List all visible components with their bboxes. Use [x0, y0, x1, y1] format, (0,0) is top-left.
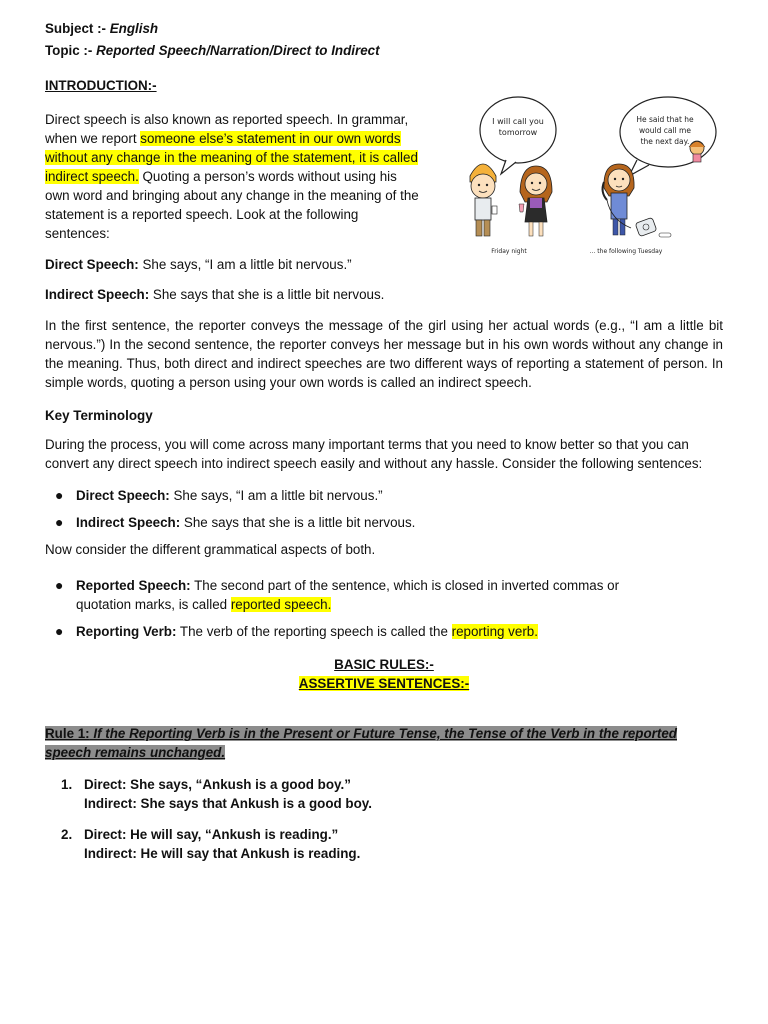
terminology-heading: Key Terminology [45, 408, 153, 423]
list-item: ● Indirect Speech: She says that she is a little bit nervous. [55, 514, 416, 530]
rule-1 [45, 724, 713, 762]
list-item: ● Reported Speech: The second part of the sentence, which is closed in inverted commas or quotation marks, is called reported speech. [55, 577, 620, 612]
reported-speech-illustration [461, 92, 723, 258]
grammatical-aspects-line: Now consider the different grammatical aspects of both. [45, 542, 376, 557]
basic-rules-heading: BASIC RULES:- [334, 657, 434, 672]
bullet-icon: ● [55, 577, 64, 593]
intro-paragraph-2: In the first sentence, the reporter conveys the message of the girl using her actual words (e.g., “I am a little bit nervous.”) In the second sentence, the reporter conveys her message but in his own words without any change in the meaning. Thus, both direct and indirect speeches are two different ways of reporting a statement of person. In simple words, quoting a person using your own words is called an indirect speech. [45, 318, 723, 390]
terminology-paragraph: During the process, you will come across many important terms that you need to know better so that you can convert any direct speech into indirect speech easily and without any hassle. Consider the following sentences: [45, 437, 703, 471]
intro-direct-example: Direct Speech: She says, “I am a little bit nervous.” [45, 257, 352, 272]
cartoon-svg [461, 92, 723, 258]
aspects-bullets [45, 576, 645, 641]
bullet-icon: ● [55, 623, 64, 639]
topic-line [45, 41, 380, 60]
bullet-icon: ● [55, 487, 64, 503]
intro-paragraph: Direct speech is also known as reported speech. In grammar, when we report someone else’s statement in our own words without any change in the meaning of the statement, it is called indirect speech. Quoting a person’s words without using his own word and bringing about any change in the meaning of the statement is a reported speech. Look at the following sentences: [45, 112, 419, 241]
caption-right: ... the following Tuesday [589, 248, 663, 255]
list-item: 2. Direct: He will say, “Ankush is reading.” Indirect: He will say that Ankush is reading. [61, 827, 361, 861]
subject-value: English [109, 21, 159, 36]
bubble-left-line-2: tomorrow [498, 128, 538, 137]
bubble-right-line-1: He said that he [636, 115, 694, 124]
telephone-icon [635, 217, 671, 237]
intro-heading: INTRODUCTION:- [45, 78, 157, 93]
speech-bubble-right [620, 97, 716, 176]
list-item: ● Reporting Verb: The verb of the reporting speech is called the reporting verb. [55, 623, 538, 639]
terminology-bullets [45, 486, 723, 532]
speech-bubble-left [480, 97, 556, 174]
rule-1-text: If the Reporting Verb is in the Present or Future Tense, the Tense of the Verb in the reported speech remains unchanged. [45, 726, 677, 760]
list-item: ● Direct Speech: She says, “I am a little bit nervous.” [55, 487, 383, 503]
bubble-right-line-3: the next day. [640, 137, 690, 146]
subject-label: Subject :- [45, 21, 110, 36]
subject-line [45, 19, 158, 38]
topic-label: Topic :- [45, 43, 97, 58]
boy-figure-left [470, 164, 497, 236]
rule-1-examples [45, 775, 723, 863]
girl-figure-left [519, 166, 552, 236]
intro-indirect-example: Indirect Speech: She says that she is a little bit nervous. [45, 287, 385, 302]
bubble-left-line-1: I will call you [492, 117, 544, 126]
rule-1-label: Rule 1: [45, 726, 90, 741]
topic-value: Reported Speech/Narration/Direct to Indirect [96, 43, 380, 58]
intro-highlight: someone else’s statement in our own words without any change in the meaning of the statement, it is called indirect speech. [45, 131, 418, 184]
bubble-right-line-2: would call me [639, 126, 691, 135]
bullet-icon: ● [55, 514, 64, 530]
list-item: 1. Direct: She says, “Ankush is a good boy.” Indirect: She says that Ankush is a good boy. [61, 777, 372, 811]
caption-left: Friday night [491, 248, 527, 255]
assertive-heading: ASSERTIVE SENTENCES:- [298, 676, 470, 691]
girl-on-phone-figure [603, 164, 635, 235]
